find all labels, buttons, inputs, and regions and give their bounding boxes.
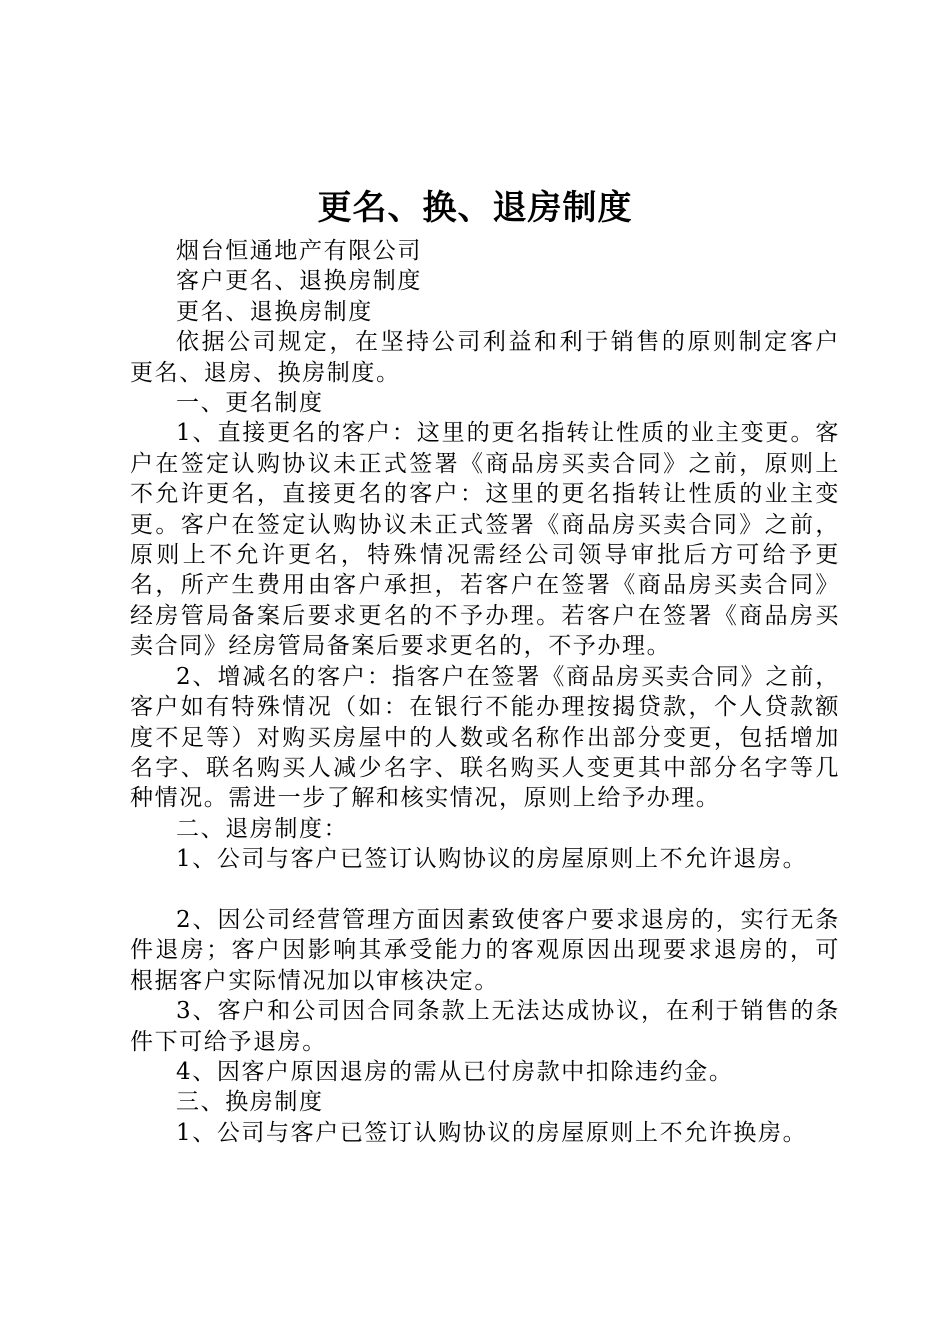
document-heading: 更名、退换房制度 — [176, 298, 373, 325]
refund-clause-3: 3、客户和公司因合同条款上无法达成协议，在利于销售的条件下可给予退房。 — [130, 998, 840, 1055]
section-heading-exchange: 三、换房制度 — [176, 1089, 324, 1116]
section-heading-rename: 一、更名制度 — [176, 390, 324, 417]
exchange-clause-1: 1、公司与客户已签订认购协议的房屋原则上不允许换房。 — [176, 1119, 808, 1146]
rename-clause-1: 1、直接更名的客户：这里的更名指转让性质的业主变更。客户在签定认购协议未正式签署《商品房买卖合同》之前，原则上不允许更名，直接更名的客户：这里的更名指转让性质的业主变更。客户在签定认购协议未正式签署《商品房买卖合同》之前，原则上不允许更名，特殊情况需经公司领导审批后方可给予更名，所产生费用由客户承担，若客户在签署《商品房买卖合同》经房管局备案后要求更名的不予办理。若客户在签署《商品房买卖合同》经房管局备案后要求更名的，不予办理。 — [130, 420, 840, 660]
intro-paragraph: 依据公司规定，在坚持公司利益和利于销售的原则制定客户更名、退房、换房制度。 — [130, 329, 840, 386]
refund-clause-4: 4、因客户原因退房的需从已付房款中扣除违约金。 — [176, 1058, 734, 1085]
refund-clause-1: 1、公司与客户已签订认购协议的房屋原则上不允许退房。 — [176, 846, 808, 873]
document-subtitle: 客户更名、退换房制度 — [176, 268, 422, 295]
company-name: 烟台恒通地产有限公司 — [176, 238, 422, 264]
section-heading-refund: 二、退房制度： — [176, 815, 349, 842]
document-body — [130, 236, 840, 1148]
refund-clause-2: 2、因公司经营管理方面因素致使客户要求退房的，实行无条件退房；客户因影响其承受能力的客观原因出现要求退房的，可根据客户实际情况加以审核决定。 — [130, 906, 840, 994]
rename-clause-2: 2、增减名的客户：指客户在签署《商品房买卖合同》之前，客户如有特殊情况（如：在银行不能办理按揭贷款，个人贷款额度不足等）对购买房屋中的人数或名称作出部分变更，包括增加名字、联名购买人减少名字、联名购买人变更其中部分名字等几种情况。需进一步了解和核实情况，原则上给予办理。 — [130, 663, 840, 812]
blank-line — [130, 875, 840, 905]
document-title: 更名、换、退房制度 — [317, 188, 633, 228]
